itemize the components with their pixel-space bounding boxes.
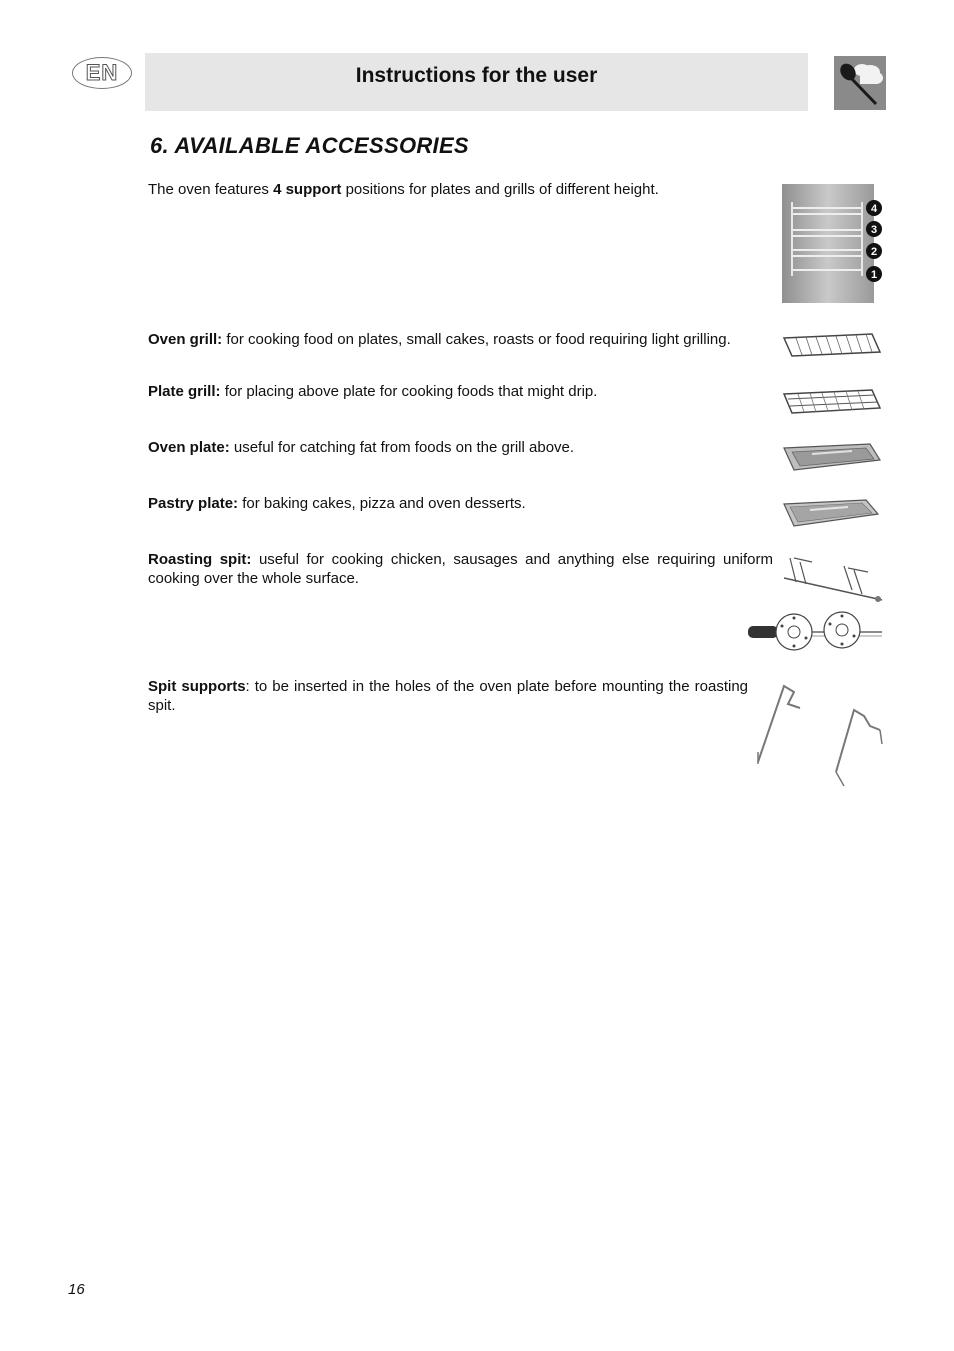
roasting-spit-assembly-image	[746, 606, 884, 658]
accessory-description: for placing above plate for cooking foods that might drip.	[220, 383, 598, 400]
shelf-level-3: 3	[870, 224, 878, 236]
pastry-plate-image	[782, 496, 882, 530]
accessory-name: Plate grill:	[148, 383, 221, 400]
accessory-oven-grill	[148, 330, 773, 349]
accessory-name: Oven plate:	[148, 439, 230, 456]
intro-text-before: The oven features	[148, 181, 274, 198]
oven-grill-image	[782, 330, 882, 360]
accessory-spit-supports	[148, 677, 748, 715]
accessory-name: Spit supports	[148, 678, 246, 695]
intro-text-bold: 4 support	[273, 181, 342, 198]
accessory-description: : to be inserted in the holes of the oven plate before mounting the roasting spit.	[148, 678, 749, 714]
shelf-level-4: 4	[870, 203, 878, 215]
language-badge: EN	[72, 57, 132, 89]
accessory-plate-grill	[148, 382, 773, 401]
accessory-name: Roasting spit:	[148, 551, 252, 568]
oven-plate-image	[782, 440, 882, 474]
accessory-oven-plate	[148, 438, 773, 457]
accessory-description: useful for catching fat from foods on the grill above.	[229, 439, 575, 456]
accessory-roasting-spit	[148, 550, 773, 588]
intro-text-after: positions for plates and grills of different height.	[341, 181, 659, 198]
section-title: 6. AVAILABLE ACCESSORIES	[150, 133, 469, 158]
accessory-description: useful for cooking chicken, sausages and anything else requiring uniform cooking over the whole surface.	[148, 551, 773, 587]
intro-paragraph	[148, 180, 659, 199]
roasting-spit-forks-image	[782, 552, 886, 606]
accessory-name: Pastry plate:	[148, 495, 239, 512]
oven-shelf-positions-image	[782, 184, 886, 304]
chef-spoon-logo-icon	[834, 56, 886, 110]
accessory-description: for cooking food on plates, small cakes, roasts or food requiring light grilling.	[222, 331, 731, 348]
page-number: 16	[68, 1281, 85, 1298]
header-bar	[145, 53, 808, 111]
spit-supports-image	[754, 680, 886, 790]
accessory-pastry-plate	[148, 494, 773, 513]
header-title: Instructions for the user	[355, 64, 598, 87]
plate-grill-image	[782, 386, 882, 418]
shelf-level-1: 1	[870, 269, 878, 281]
shelf-level-2: 2	[870, 246, 878, 258]
accessory-description: for baking cakes, pizza and oven desserts.	[238, 495, 526, 512]
accessory-name: Oven grill:	[148, 331, 223, 348]
